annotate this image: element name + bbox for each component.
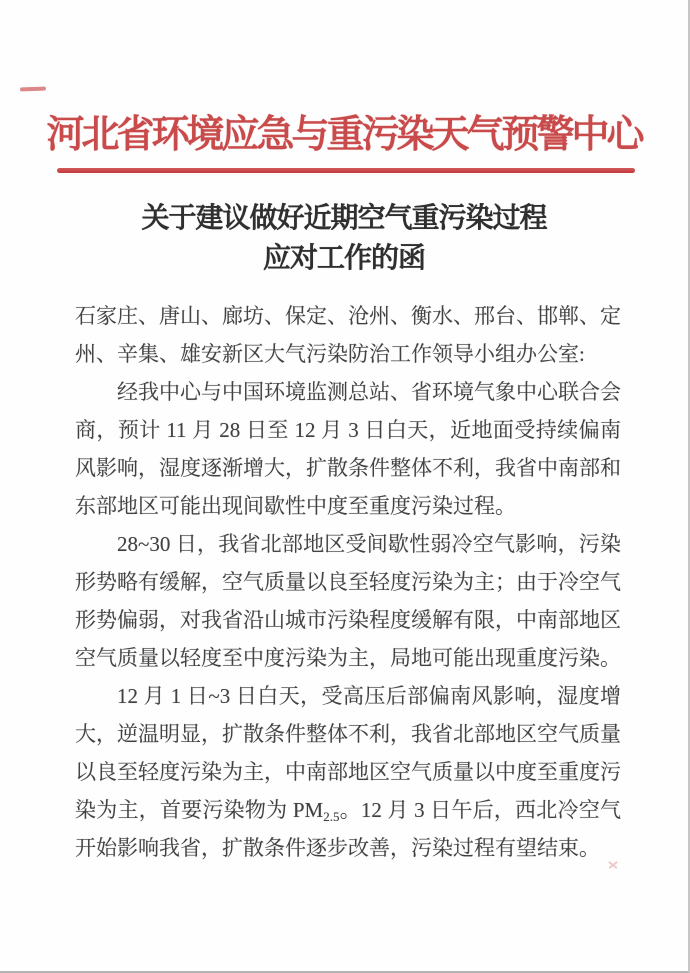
paragraph-dec-1-3-segment2: 。12 月 3 日午后，西北冷空气开始影响我省，扩散条件逐步改善，污染过程有望结束。 [75,798,622,860]
letter-body [75,297,621,867]
letterhead-divider-rule [57,168,635,173]
scan-artifact-red-dash [20,87,46,92]
document-title-line1: 关于建议做好近期空气重污染过程 [141,203,547,234]
pm25-subscript: 2.5 [323,809,340,824]
paragraph-dec-1-3 [75,677,621,867]
letterhead-title: 河北省环境应急与重污染天气预警中心 [46,114,642,156]
document-title-line2: 应对工作的函 [262,243,425,274]
paragraph-nov-28-30: 28~30 日，我省北部地区受间歇性弱冷空气影响，污染形势略有缓解，空气质量以良至轻度污染为主；由于冷空气形势偏弱，对我省沿山城市污染程度缓解有限，中南部地区空气质量以轻度至中度污染为主，局地可能出现重度污染。 [75,532,621,670]
salutation-recipients: 石家庄、唐山、廊坊、保定、沧州、衡水、邢台、邯郸、定州、辛集、雄安新区大气污染防治工作领导小组办公室: [75,304,621,366]
paragraph-dec-1-3-segment1: 12 月 1 日~3 日白天，受高压后部偏南风影响，湿度增大，逆温明显，扩散条件整体不利，我省北部地区空气质量以良至轻度污染为主，中南部地区空气质量以中度至重度污染为主，首要污染物为 PM [75,684,621,822]
scan-artifact-cross-mark [608,860,618,870]
paragraph-forecast-overview: 经我中心与中国环境监测总站、省环境气象中心联合会商，预计 11 月 28 日至 12 月 3 日白天，近地面受持续偏南风影响，湿度逐渐增大，扩散条件整体不利，我省中南部和东部地区可能出现间歇性中度至重度污染过程。 [75,380,621,518]
document-title [0,199,688,279]
